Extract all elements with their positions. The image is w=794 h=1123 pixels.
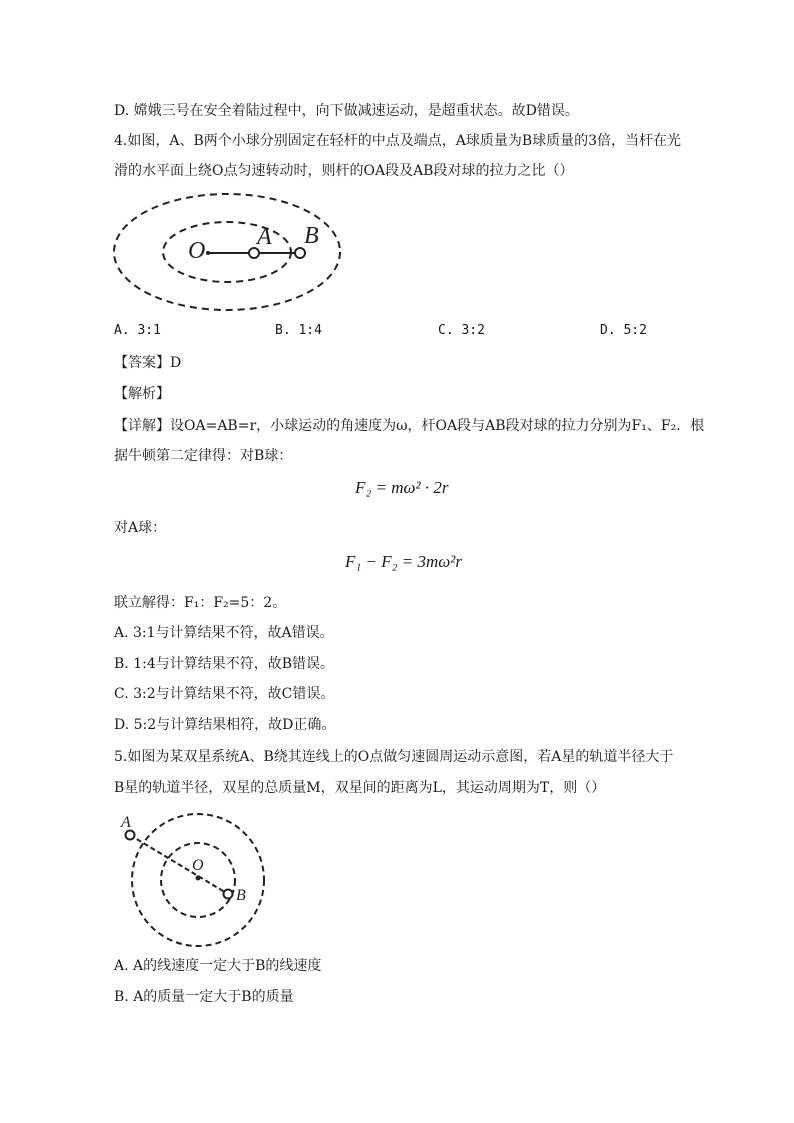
solution-b: B. 1:4与计算结果不符，故B错误。 bbox=[114, 656, 335, 672]
center-o bbox=[196, 876, 201, 881]
solution-d: D. 5:2与计算结果相符，故D正确。 bbox=[114, 717, 336, 733]
q4-option-a: A. 3:1 bbox=[114, 323, 161, 338]
equation-b: F₂ = mω² · 2r bbox=[355, 478, 449, 497]
detail-line1: 【详解】设OA=AB=r，小球运动的角速度为ω，杆OA段与AB段对球的拉力分别为F₁、F₂．根 bbox=[114, 418, 705, 434]
q4-option-b: B. 1:4 bbox=[275, 323, 322, 338]
q4-option-d: D. 5:2 bbox=[600, 323, 647, 338]
q5-option-b: B. A的质量一定大于B的质量 bbox=[114, 989, 294, 1005]
pivot-o bbox=[206, 251, 210, 255]
prev-answer-d: D. 嫦娥三号在安全着陆过程中，向下做减速运动，是超重状态。故D错误。 bbox=[114, 103, 579, 119]
label-b: B bbox=[236, 887, 246, 904]
star-a bbox=[126, 831, 135, 840]
figure-rotating-rod bbox=[112, 190, 342, 315]
q5-stem-line2: B星的轨道半径，双星的总质量M，双星间的距离为L，其运动周期为T，则（） bbox=[114, 780, 606, 796]
label-b: B bbox=[304, 223, 319, 249]
solve-line: 联立解得：F₁：F₂=5：2。 bbox=[114, 595, 287, 611]
q4-option-c: C. 3:2 bbox=[438, 323, 485, 338]
ball-b bbox=[295, 248, 305, 258]
q5-option-a: A. A的线速度一定大于B的线速度 bbox=[114, 958, 322, 974]
solution-a: A. 3:1与计算结果不符，故A错误。 bbox=[114, 625, 334, 641]
q5-stem-line1: 5.如图为某双星系统A、B绕其连线上的O点做匀速圆周运动示意图，若A星的轨道半径大于 bbox=[114, 749, 674, 765]
label-o: O bbox=[188, 238, 206, 264]
for-ball-a: 对A球： bbox=[114, 520, 167, 536]
equation-a: F₁ − F₂ = 3mω²r bbox=[345, 552, 463, 571]
label-a: A bbox=[121, 814, 131, 831]
star-b bbox=[224, 890, 233, 899]
analysis-label: 【解析】 bbox=[114, 386, 170, 402]
answer-label: 【答案】D bbox=[114, 355, 182, 371]
label-a: A bbox=[257, 224, 272, 250]
solution-c: C. 3:2与计算结果不符，故C错误。 bbox=[114, 686, 335, 702]
detail-line2: 据牛顿第二定律得：对B球： bbox=[114, 448, 293, 464]
q4-stem-line1: 4.如图，A、B两个小球分别固定在轻杆的中点及端点，A球质量为B球质量的3倍，当杆在光 bbox=[114, 133, 682, 149]
q4-stem-line2: 滑的水平面上绕O点匀速转动时，则杆的OA段及AB段对球的拉力之比（） bbox=[114, 163, 574, 179]
connecting-line bbox=[130, 835, 228, 894]
label-o: O bbox=[192, 857, 204, 874]
figure-binary-star bbox=[112, 810, 272, 950]
